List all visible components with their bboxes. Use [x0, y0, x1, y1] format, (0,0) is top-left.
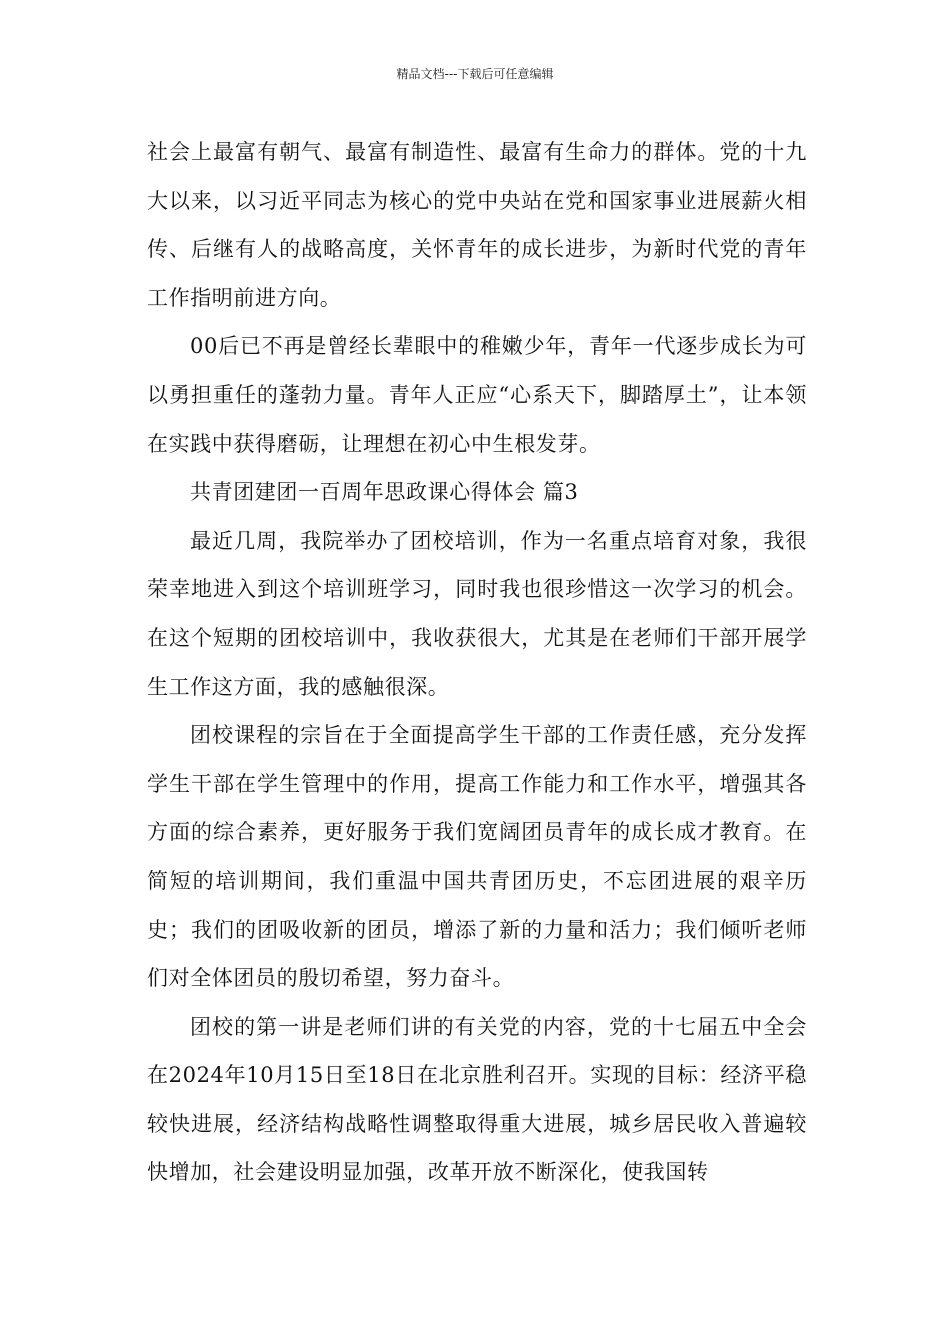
page-header: 精品文档---下载后可任意编辑: [396, 67, 554, 81]
paragraph-3: 最近几周，我院举办了团校培训，作为一名重点培育对象，我很荣幸地进入到这个培训班学习，同时我也很珍惜这一次学习的机会。在这个短期的团校培训中，我收获很大，尤其是在老师们干部开展学生工作这方面，我的感触很深。: [147, 528, 807, 699]
paragraph-5: 团校的第一讲是老师们讲的有关党的内容，党的十七届五中全会在2024年10月15日至18日在北京胜利召开。实现的目标：经济平稳较快进展，经济结构战略性调整取得重大进展，城乡居民收入普遍较快增加，社会建设明显加强，改革开放不断深化，使我国转: [147, 1014, 807, 1185]
section-heading: 共青团建团一百周年思政课心得体会 篇3: [190, 480, 579, 505]
document-body: [147, 128, 807, 1197]
paragraph-4: 团校课程的宗旨在于全面提高学生干部的工作责任感，充分发挥学生干部在学生管理中的作用，提高工作能力和工作水平，增强其各方面的综合素养，更好服务于我们宽阔团员青年的成长成才教育。在简短的培训期间，我们重温中国共青团历史，不忘团进展的艰辛历史；我们的团吸收新的团员，增添了新的力量和活力；我们倾听老师们对全体团员的殷切希望，努力奋斗。: [147, 723, 807, 991]
paragraph-1: 社会上最富有朝气、最富有制造性、最富有生命力的群体。党的十九大以来，以习近平同志为核心的党中央站在党和国家事业进展薪火相传、后继有人的战略高度，关怀青年的成长进步，为新时代党的青年工作指明前进方向。: [147, 140, 807, 310]
paragraph-2: 00后已不再是曾经长辈眼中的稚嫩少年，青年一代逐步成长为可以勇担重任的蓬勃力量。青年人正应“心系天下，脚踏厚土”，让本领在实践中获得磨砺，让理想在初心中生根发芽。: [147, 334, 807, 456]
